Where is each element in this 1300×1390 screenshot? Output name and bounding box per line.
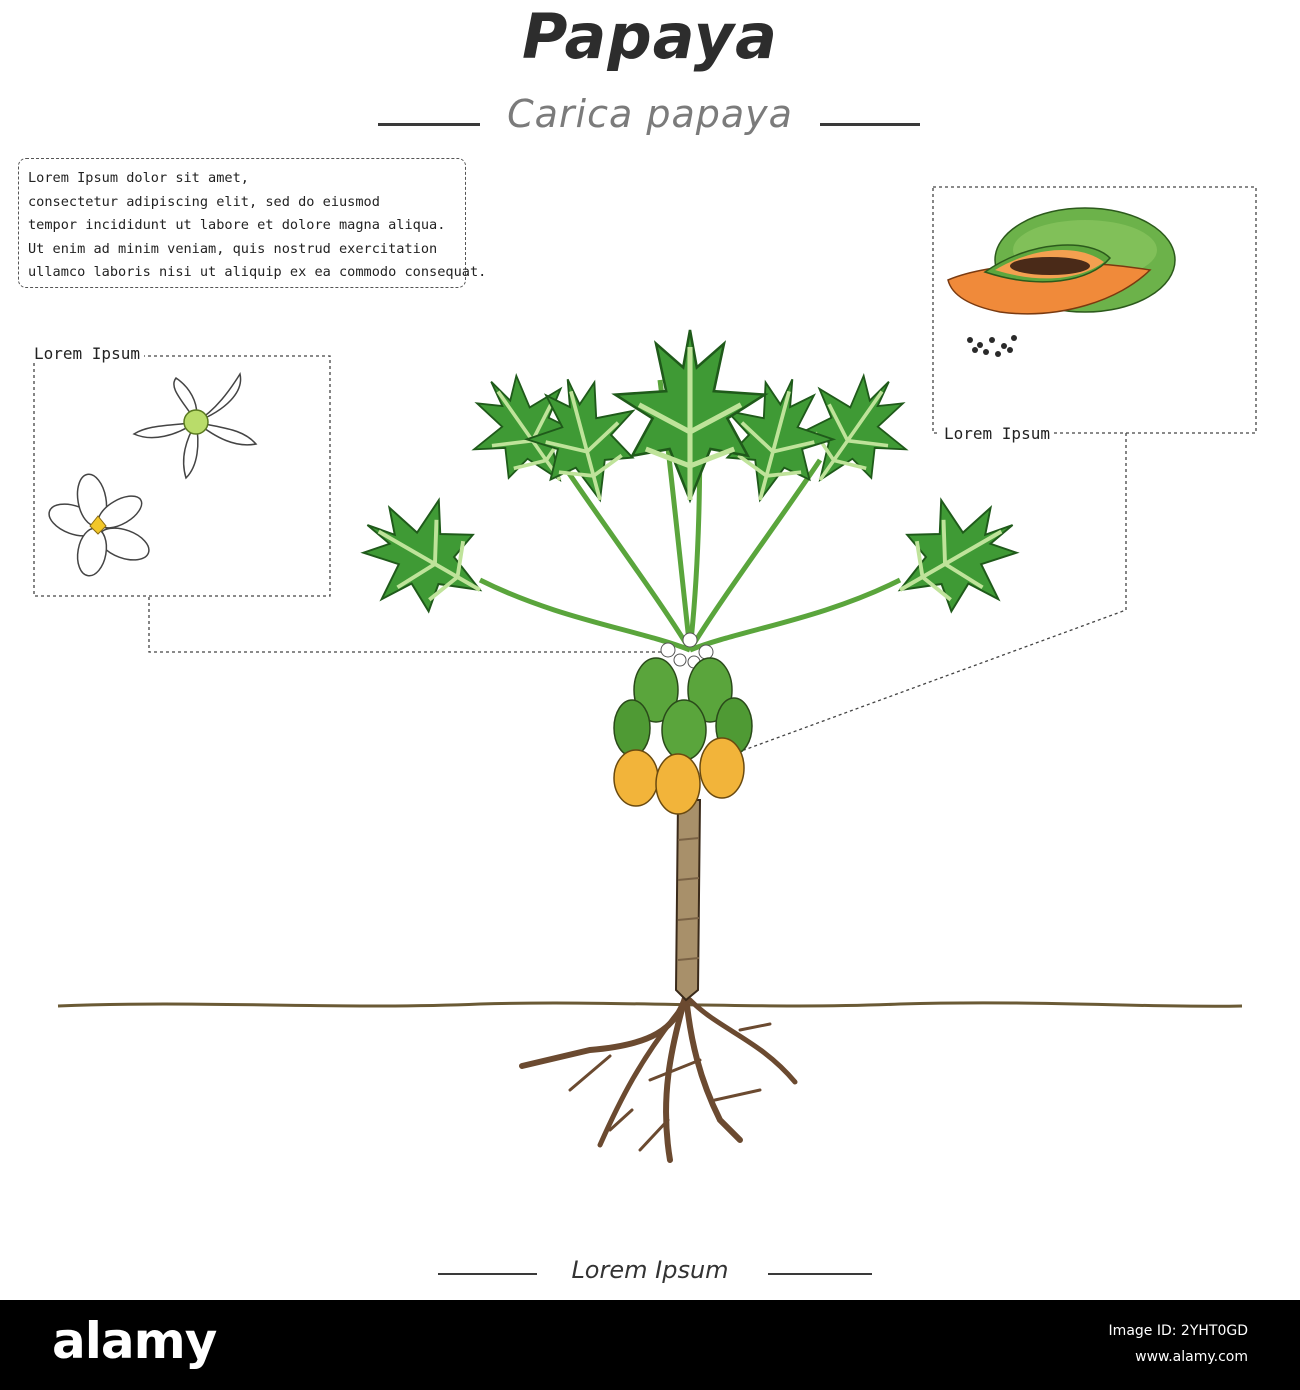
watermark-bar: [0, 1300, 1300, 1390]
papaya-leaves: [339, 330, 1041, 640]
papaya-halves-illustration: [948, 208, 1175, 357]
flower-illustration: [45, 472, 153, 578]
diagram-title: Papaya: [522, 0, 778, 73]
flower-leader-line: [149, 597, 662, 652]
description-line: ullamco laboris nisi ut aliquip ex ea commodo consequat.: [28, 264, 487, 280]
fruit-callout-label: Lorem Ipsum: [940, 424, 1054, 443]
ground-line: [58, 1003, 1242, 1006]
description-line: tempor incididunt ut labore et dolore magna aliqua.: [28, 217, 446, 233]
flower-callout-label: Lorem Ipsum: [30, 344, 144, 363]
watermark-image-id: Image ID: 2YHT0GD: [1108, 1323, 1248, 1339]
watermark-site: www.alamy.com: [1135, 1349, 1248, 1365]
watermark-info: [1109, 1318, 1248, 1370]
flower-illustration: [134, 374, 256, 478]
trunk: [676, 800, 700, 1000]
description-line: Ut enim ad minim veniam, quis nostrud exercitation: [28, 240, 438, 257]
watermark-brand: alamy: [52, 1312, 217, 1370]
roots: [522, 995, 795, 1160]
papaya-fruits: [614, 658, 752, 814]
description-line: Lorem Ipsum dolor sit amet,: [28, 170, 249, 186]
description-line: consectetur adipiscing elit, sed do eiusmod: [28, 193, 380, 210]
footer-caption: Lorem Ipsum: [571, 1256, 729, 1284]
diagram-subtitle: Carica papaya: [507, 92, 793, 136]
fruit-leader-line: [744, 433, 1126, 750]
